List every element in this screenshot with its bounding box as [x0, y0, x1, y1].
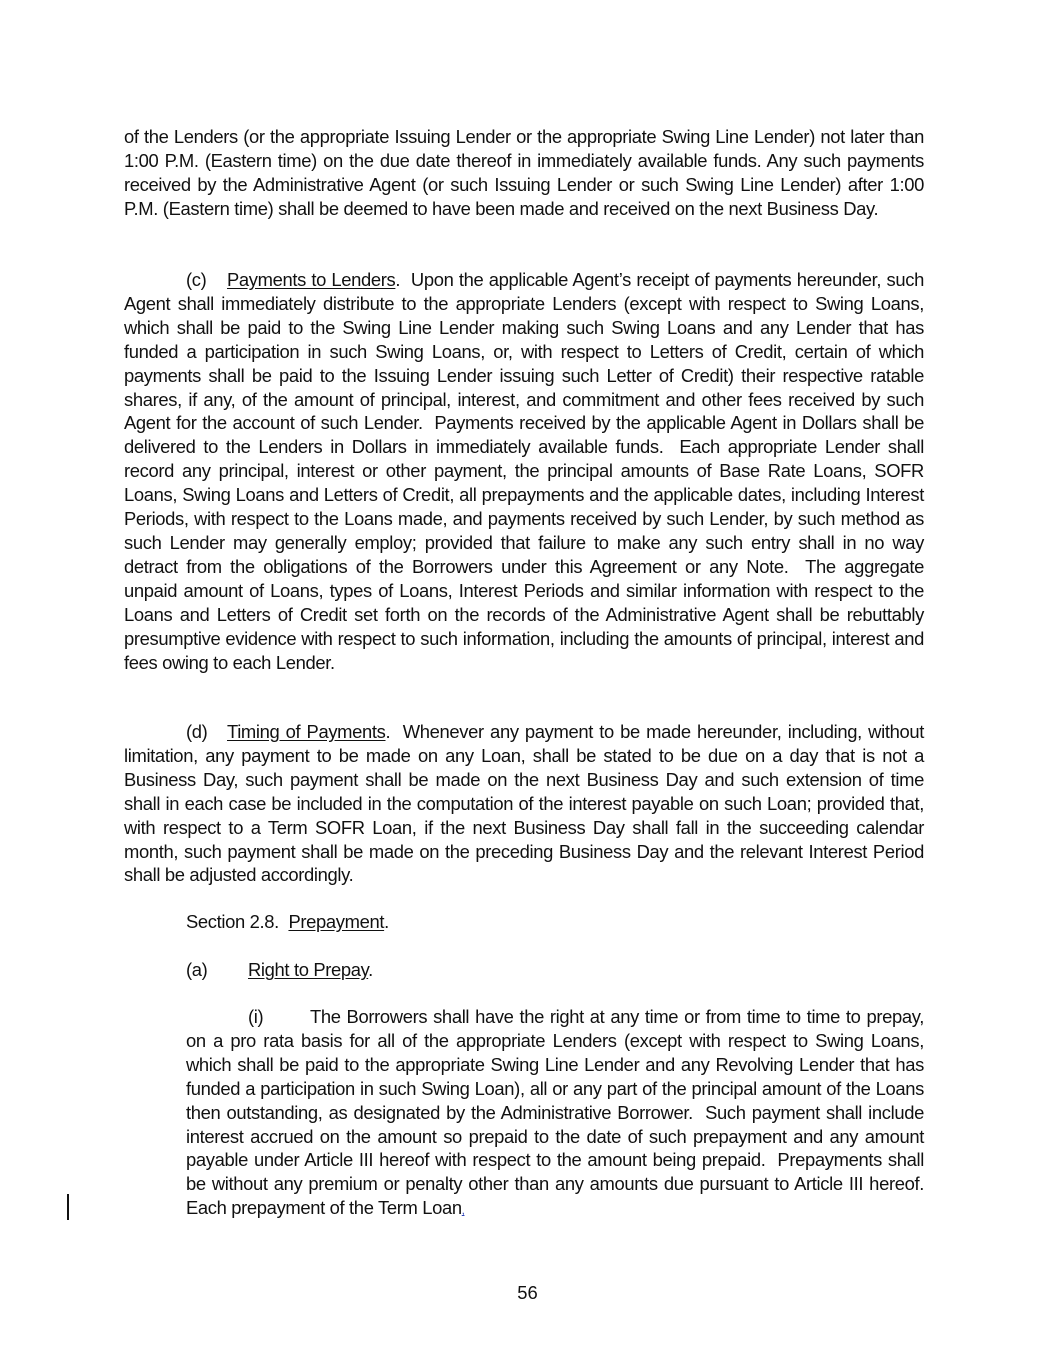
page-number: 56	[517, 1282, 538, 1303]
paragraph-continuation	[124, 125, 924, 221]
subsection-label: (a)	[186, 959, 208, 980]
clause-label: (i)	[248, 1006, 264, 1027]
clause-i-right-to-prepay	[186, 1005, 934, 1224]
heading-punct: .	[385, 721, 391, 742]
section-title: Prepayment	[288, 911, 385, 932]
tracked-insertion-mark: ,	[461, 1205, 465, 1218]
paragraph-heading: Timing of Payments	[227, 721, 386, 742]
paragraph-c-payments-to-lenders	[124, 268, 929, 674]
paragraph-text: Whenever any payment to be made hereunder, including, without limitation, any payment to be made on any Loan, shall be stated to be due on a day that is not a Business Day, such payment shall be made on the next Business Day and such extension of time shall in each case be included in the computation of the interest payable on such Loan; provided that, with respect to a Term SOFR Loan, if the next Business Day shall fall in the succeeding calendar month, such payment shall be made on the preceding Business Day and the relevant Interest Period shall be adjusted accordingly.	[124, 721, 929, 886]
subsection-a-heading	[186, 958, 373, 982]
section-number: Section 2.8.	[186, 911, 289, 932]
section-heading	[186, 910, 389, 934]
change-bar	[67, 1194, 69, 1220]
subsection-title-punct: .	[368, 959, 373, 980]
paragraph-d-timing-of-payments	[124, 720, 929, 887]
paragraph-text: of the Lenders (or the appropriate Issuing Lender or the appropriate Swing Line Lender) not later than 1:00 P.M. (Eastern time) on the due date thereof in immediately available funds. Any such payments received by the Administrative Agent (or such Issuing Lender or such Swing Line Lender) after 1:00 P.M. (Eastern time) shall be deemed to have been made and received on the next Business Day.	[124, 126, 924, 219]
paragraph-label: (c)	[186, 269, 207, 290]
paragraph-heading: Payments to Lenders	[227, 269, 396, 290]
clause-text: The Borrowers shall have the right at any time or from time to time to prepay, on a pro rata basis for all of the appropriate Lenders (except with respect to Swing Loans, which shall be paid to the appropriate Swing Line Lender and any Revolving Lender that has funded a participation in such Swing Loan), all or any part of the principal amount of the Loans then outstanding, as designated by the Administrative Borrower. Such payment shall include interest accrued on the amount so prepaid to the date of such prepayment and any amount payable under Article III hereof with respect to the amount being prepaid. Prepayments shall be without any premium or penalty other than any amounts due pursuant to Article III hereof. Each prepayment of the Term Loan	[186, 1006, 934, 1219]
section-title-punct: .	[384, 911, 389, 932]
paragraph-text: Upon the applicable Agent’s receipt of payments hereunder, such Agent shall immediately distribute to the appropriate Lenders (except with respect to Swing Loans, which shall be paid to the Swing Line Lender making such Swing Loans and any Lender that has funded a participation in such Swing Loans, or, with respect to Letters of Credit, certain of which payments shall be paid to the Issuing Lender issuing such Letter of Credit) their respective ratable shares, if any, of the amount of principal, interest, and commitment and other fees received by such Agent for the account of such Lender. Payments received by the applicable Agent in Dollars shall be delivered to the Lenders in Dollars in immediately available funds. Each appropriate Lender shall record any principal, interest or other payment, the principal amounts of Base Rate Loans, SOFR Loans, Swing Loans and Letters of Credit, all prepayments and the applicable dates, including Interest Periods, with respect to the Loans made, and payments received by such Lender, by such method as such Lender may generally employ; provided that failure to make any such entry shall in no way detract from the obligations of the Borrowers under this Agreement or any Note. The aggregate unpaid amount of Loans, types of Loans, Interest Periods and similar information with respect to the Loans and Letters of Credit set forth on the records of the Administrative Agent shall be rebuttably presumptive evidence with respect to such information, including the amounts of principal, interest and fees owing to each Lender.	[124, 269, 929, 673]
paragraph-label: (d)	[186, 721, 208, 742]
heading-punct: .	[395, 269, 401, 290]
subsection-title: Right to Prepay	[248, 959, 369, 980]
